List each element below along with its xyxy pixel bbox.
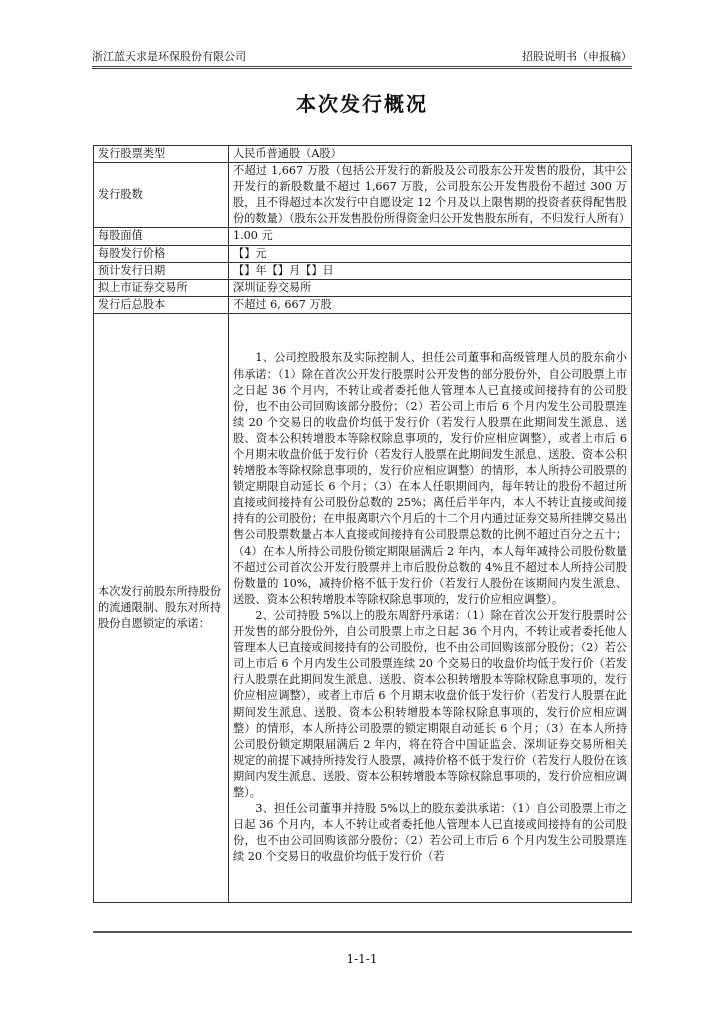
header-rule-2 bbox=[92, 68, 632, 69]
commitment-paragraph: 2、公司持股 5%以上的股东周舒丹承诺：（1）除在首次公开发行股票时公开发售的部分股份外，自公司股票上市之日起 36 个月内，不转让或者委托他人管理本人已直接或间接持有的公司股份，也不由公司回购该部分股份；（2）若公司上市后 6 个月内发生公司股票连续 20 个交易日的收盘价均低于发行价（若发行人股票在此期间发生派息、送股、资本公积转增股本等除权除息事项的，发行价应相应调整），或者上市后 6 个月期末收盘价低于发行价（若发行人股票在此期间发生派息、送股、资本公积转增股本等除权除息事项的，发行价应相应调整）的情形，本人所持公司股票的锁定期限自动延长 6 个月；（3）在本人所持公司股份锁定期限届满后 2 年内，将在符合中国证监会、深圳证券交易所相关规定的前提下减持所持发行人股票，减持价格不低于发行价（若发行人股份在该期间内发生派息、送股、资本公积转增股本等除权除息事项的，发行价应相应调整）。 bbox=[233, 608, 627, 799]
row-key: 发行后总股本 bbox=[94, 296, 229, 313]
row-key: 发行股票类型 bbox=[94, 146, 229, 163]
lock-up-commitments bbox=[229, 313, 632, 902]
row-value: 【】元 bbox=[229, 245, 632, 262]
page-number: 1-1-1 bbox=[346, 952, 378, 966]
row-key: 拟上市证券交易所 bbox=[94, 279, 229, 296]
commitment-paragraph: 1、公司控股股东及实际控制人、担任公司董事和高级管理人员的股东俞小伟承诺：（1）除在首次公开发行股票时公开发售的部分股份外，自公司股票上市之日起 36 个月内，不转让或者委托他人管理本人已直接或间接持有的公司股份，也不由公司回购该部分股份；（2）若公司上市后 6 个月内发生公司股票连续 20 个交易日的收盘价均低于发行价（若发行人股票在此期间发生派息、送股、资本公积转增股本等除权除息事项的，发行价应相应调整），或者上市后 6 个月期末收盘价低于发行价（若发行人股票在此期间发生派息、送股、资本公积转增股本等除权除息事项的，发行价应相应调整）的情形，本人所持公司股票的锁定期限自动延长 6 个月；（3）在本人任职期间内，每年转让的股份不超过所直接或间接持有公司股份总数的 25%；离任后半年内，本人不转让直接或间接持有的公司股份；在申报离职六个月后的十二个月内通过证券交易所挂牌交易出售公司股票数量占本人直接或间接持有公司股票总数的比例不超过百分之五十；（4）在本人所持公司股份锁定期限届满后 2 年内，本人每年减持公司股份数量不超过公司首次公开发行股票并上市后股份总数的 4%且不超过本人所持公司股份数量的 10%，减持价格不低于发行价（若发行人股份在该期间内发生派息、送股、资本公积转增股本等除权除息事项的，发行价应相应调整）。 bbox=[233, 351, 627, 606]
table-row bbox=[94, 313, 632, 902]
row-key: 预计发行日期 bbox=[94, 262, 229, 279]
table-row bbox=[94, 296, 632, 313]
header-doc-title: 招股说明书（申报稿） bbox=[522, 50, 632, 63]
row-value: 人民币普通股（A股） bbox=[229, 146, 632, 163]
row-key: 每股发行价格 bbox=[94, 245, 229, 262]
offering-table bbox=[93, 145, 632, 903]
commitment-paragraph: 3、担任公司董事并持股 5%以上的股东姜洪承诺：（1）自公司股票上市之日起 36 个月内，本人不转让或者委托他人管理本人已直接或间接持有的公司股份，也不由公司回购该部分股份；（2）若公司上市后 6 个月内发生公司股票连续 20 个交易日的收盘价均低于发行价（若 bbox=[233, 802, 627, 864]
row-value: 深圳证券交易所 bbox=[229, 279, 632, 296]
header-rule bbox=[92, 66, 632, 67]
table-row bbox=[94, 146, 632, 163]
page-title: 本次发行概况 bbox=[296, 92, 428, 116]
row-value: 1.00 元 bbox=[229, 228, 632, 245]
table-row bbox=[94, 163, 632, 228]
table-row bbox=[94, 245, 632, 262]
row-value: 【】年【】月【】日 bbox=[229, 262, 632, 279]
row-value: 不超过 1,667 万股（包括公开发行的新股及公司股东公开发售的股份，其中公开发行的新股数量不超过 1,667 万股，公司股东公开发售股份不超过 300 万股，且不得超过本次发行中自愿设定 12 个月及以上限售期的投资者获得配售股份的数量）（股东公开发售股份所得资金归公开发售股东所有，不归发行人所有） bbox=[229, 163, 632, 228]
table-row bbox=[94, 262, 632, 279]
row-key: 发行股数 bbox=[94, 163, 229, 228]
page-header bbox=[92, 48, 632, 64]
row-value: 不超过 6, 667 万股 bbox=[229, 296, 632, 313]
header-company: 浙江蓝天求是环保股份有限公司 bbox=[92, 50, 246, 63]
table-bottom-rule bbox=[93, 931, 632, 933]
lock-up-key: 本次发行前股东所持股份的流通限制、股东对所持股份自愿锁定的承诺： bbox=[94, 313, 229, 902]
table-row bbox=[94, 228, 632, 245]
row-key: 每股面值 bbox=[94, 228, 229, 245]
table-row bbox=[94, 279, 632, 296]
